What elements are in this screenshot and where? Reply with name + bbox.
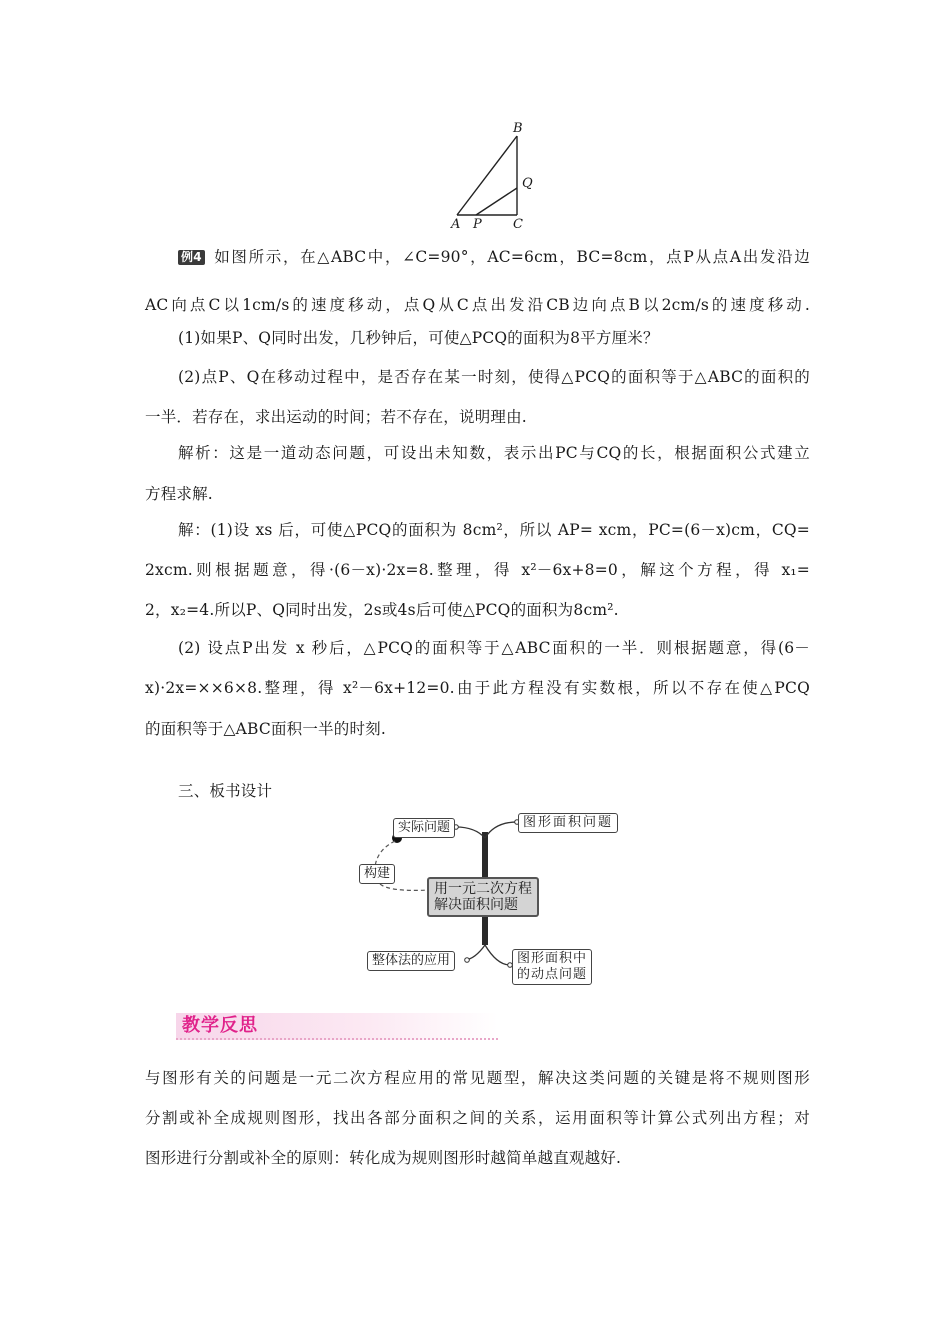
reflection-title: 教学反思 xyxy=(182,1015,258,1036)
reflection-line-1: 与图形有关的问题是一元二次方程应用的常见题型，解决这类问题的关键是将不规则图形 xyxy=(145,1069,810,1087)
node-figure-area-problem: 图形面积问题 xyxy=(518,813,618,833)
solution-2-line-3: 的面积等于△ABC面积一半的时刻. xyxy=(145,720,386,738)
center-topic-line-2: 解决面积问题 xyxy=(434,897,518,913)
solution-2-line-2: x)·2x=××6×8.整理，得 x²－6x+12=0.由于此方程没有实数根，所以不存在使△PCQ xyxy=(145,679,810,697)
example-paragraph-line-2: AC向点C以1cm/s的速度移动，点Q从C点出发沿CB边向点B以2cm/s的速度移动. xyxy=(145,296,810,314)
moving-point-line-2: 的动点问题 xyxy=(517,967,588,982)
node-build: 构建 xyxy=(359,864,395,884)
reflection-line-3: 图形进行分割或补全的原则：转化成为规则图形时越简单越直观越好. xyxy=(145,1149,622,1167)
question-2-line-1: (2)点P、Q在移动过程中，是否存在某一时刻，使得△PCQ的面积等于△ABC的面积的 xyxy=(178,368,810,386)
vertex-label-c: C xyxy=(513,217,523,232)
example-paragraph-line-1 xyxy=(178,246,810,268)
example-text-1: 如图所示，在△ABC中，∠C=90°，AC=6cm，BC=8cm，点P从点A出发沿边 xyxy=(212,248,810,266)
vertex-label-p: P xyxy=(473,217,482,232)
analysis-line-1: 解析：这是一道动态问题，可设出未知数，表示出PC与CQ的长，根据面积公式建立 xyxy=(178,444,810,462)
node-practical-problem: 实际问题 xyxy=(393,818,455,838)
node-whole-method: 整体法的应用 xyxy=(367,951,455,971)
node-moving-point-problem xyxy=(512,949,592,985)
solution-1-line-2: 2xcm.则根据题意，得·(6－x)·2x=8.整理，得 x²－6x+8=0，解这个方程，得 x₁= xyxy=(145,561,810,579)
question-1: (1)如果P、Q同时出发，几秒钟后，可使△PCQ的面积为8平方厘米？ xyxy=(178,329,659,347)
vertex-label-b: B xyxy=(513,121,523,136)
moving-point-line-1: 图形面积中 xyxy=(517,951,588,966)
section-title-board-design: 三、板书设计 xyxy=(178,782,273,800)
reflection-line-2: 分割或补全成规则图形，找出各部分面积之间的关系，运用面积等计算公式列出方程；对 xyxy=(145,1109,810,1127)
solution-1-line-1: 解：(1)设 xs 后，可使△PCQ的面积为 8cm²，所以 AP= xcm，PC=(6－x)cm，CQ= xyxy=(178,521,810,539)
solution-2-line-1: (2) 设点P出发 x 秒后，△PCQ的面积等于△ABC面积的一半．则根据题意，得(6－ xyxy=(178,639,810,657)
vertex-label-q: Q xyxy=(522,176,533,191)
node-center-topic xyxy=(427,877,539,917)
reflection-title-banner xyxy=(176,1013,498,1040)
question-2-line-2: 一半．若存在，求出运动的时间；若不存在，说明理由. xyxy=(145,408,527,426)
solution-1-line-3: 2，x₂=4.所以P、Q同时出发，2s或4s后可使△PCQ的面积为8cm². xyxy=(145,601,619,619)
vertex-label-a: A xyxy=(451,217,461,232)
center-topic-line-1: 用一元二次方程 xyxy=(434,881,532,897)
analysis-line-2: 方程求解. xyxy=(145,485,213,503)
example-badge: 例4 xyxy=(178,250,205,265)
